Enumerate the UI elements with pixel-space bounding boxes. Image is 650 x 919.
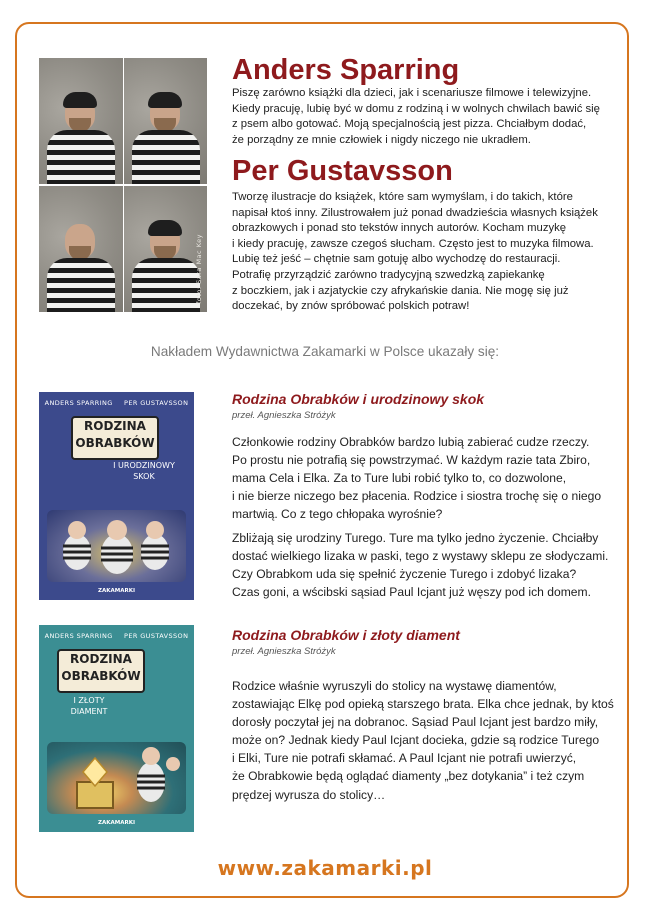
photo-per-front: [39, 186, 123, 312]
book-translator-1: przeł. Agnieszka Stróżyk: [232, 410, 336, 421]
photo-credit: foto: Sara Mac Key: [195, 234, 203, 304]
author-name-anders: Anders Sparring: [232, 54, 460, 86]
book-translator-2: przeł. Agnieszka Stróżyk: [232, 646, 336, 657]
cover-title: RODZINA OBRABKÓW: [57, 649, 145, 693]
author-name-per: Per Gustavsson: [232, 155, 453, 187]
book-description-1a: Członkowie rodziny Obrabków bardzo lubią zabierać cudze rzeczy. Po prostu nie potrafią się powstrzymać. W każdym razie tata Zbiro, mama Cela i Elka. Za to Ture lubi robić tylko to, co dozwolone, i nie bierze niczego bez płacenia. Rodzice i siostra trochę się o niego martwią. Co z tego chłopaka wyrośnie?: [232, 435, 602, 522]
book-cover-2: [39, 625, 194, 832]
cover-subtitle: I URODZINOWY SKOK: [113, 461, 175, 481]
author-bio-per: Tworzę ilustracje do książek, które sam wymyślam, i do takich, które napisał ktoś inny. Zilustrowałem już ponad dwadzieścia własnych książek obrazkowych i ponad sto tekstów innych autorów. Kocham muzykę i kiedy pracuję, zawsze czegoś słucham. Często jest to muzyka filmowa. Lubię też jeść – chętnie sam gotuję albo wychodzę do restauracji. Potrafię przyrządzić zarówno tradycyjną szwedzką zapiekankę z boczkiem, jak i azjatyckie czy afrykańskie dania. Nie mogę się już doczekać, by znów spróbować polskich potraw!: [232, 191, 598, 313]
book-title-2: Rodzina Obrabków i złoty diament: [232, 627, 460, 643]
cover-publisher: ZAKAMARKI: [97, 588, 136, 594]
photo-anders-front: [39, 58, 123, 184]
book-title-1: Rodzina Obrabków i urodzinowy skok: [232, 391, 485, 407]
cover-author-1: ANDERS SPARRING: [44, 399, 113, 407]
cover-illustration: [47, 510, 186, 582]
publisher-intro: Nakładem Wydawnictwa Zakamarki w Polsce ukazały się:: [150, 344, 500, 359]
cover-author-2: PER GUSTAVSSON: [124, 632, 189, 640]
cover-author-2: PER GUSTAVSSON: [124, 399, 189, 407]
cover-author-1: ANDERS SPARRING: [44, 632, 113, 640]
book-description-2: Rodzice właśnie wyruszyli do stolicy na wystawę diamentów, zostawiając Elkę pod opieką starszego brata. Elka chce jednak, by ktoś dorosły poczytał jej na dobranoc. Sąsiad Paul Icjant jest bardzo miły, może on? Jednak kiedy Paul Icjant docieka, gdzie są rodzice Turego i Elki, Ture nie potrafi skłamać. A Paul Icjant nie potrafi uwierzyć, że Obrabkowie będą oglądać diamenty „bez dotykania” i też czym prędzej wyrusza do stolicy…: [232, 679, 614, 802]
website-link[interactable]: www.zakamarki.pl: [217, 856, 433, 880]
cover-illustration: [47, 742, 186, 814]
author-bio-anders: Piszę zarówno książki dla dzieci, jak i scenariusze filmowe i telewizyjne. Kiedy pracuję, lubię być w domu z rodziną i w wolnych chwilach bawić się z psem albo gotować. Moją specjalnością jest pizza. Chciałbym dodać, że porządny ze mnie człowiek i nigdy niczego nie ukradłem.: [232, 87, 600, 146]
photo-per-side: [124, 186, 207, 312]
book-cover-1: [39, 392, 194, 600]
cover-title: RODZINA OBRABKÓW: [71, 416, 159, 460]
photo-anders-side: [124, 58, 207, 184]
cover-publisher: ZAKAMARKI: [97, 820, 136, 826]
cover-subtitle: I ZŁOTY DIAMENT: [70, 696, 108, 716]
book-description-1b: Zbliżają się urodziny Turego. Ture ma tylko jedno życzenie. Chciałby dostać wielkiego lizaka w paski, tego z wystawy sklepu ze słodyczami. Czy Obrabkom uda się spełnić życzenie Turego i zdobyć lizaka? Czas goni, a wścibski sąsiad Paul Icjant już węszy pod ich domem.: [232, 531, 609, 600]
